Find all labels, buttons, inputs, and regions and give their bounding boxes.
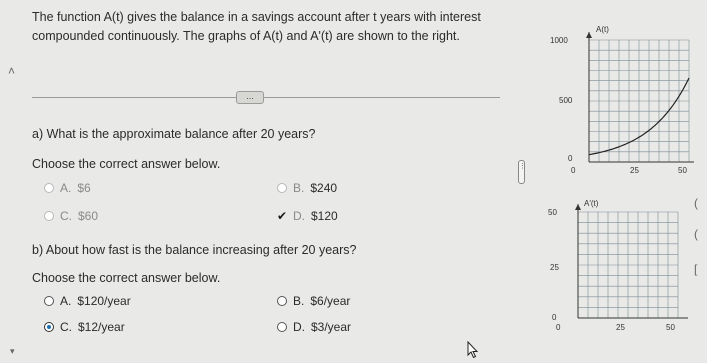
graph-a-prime-ytick-25: 25 xyxy=(550,263,559,272)
radio-icon[interactable] xyxy=(44,211,54,221)
graph-a-ytick-0: 0 xyxy=(568,154,573,163)
graph-a-xtick-25: 25 xyxy=(630,166,639,175)
graph-a-xtick-0: 0 xyxy=(571,166,576,175)
mouse-cursor-icon xyxy=(467,341,479,359)
part-b-question: b) About how fast is the balance increasing after 20 years? xyxy=(32,243,357,257)
radio-icon[interactable] xyxy=(277,183,287,193)
radio-icon[interactable] xyxy=(44,183,54,193)
part-b-option-d[interactable]: D. $3/year xyxy=(277,320,351,334)
part-b-option-a[interactable]: A. $120/year xyxy=(44,294,131,308)
bottom-caret-icon: ▾ xyxy=(10,346,15,356)
radio-icon[interactable] xyxy=(277,296,287,306)
more-button[interactable]: ... xyxy=(236,91,264,104)
part-a-option-a[interactable]: A. $6 xyxy=(44,181,91,195)
radio-selected-icon[interactable] xyxy=(44,322,54,332)
graph-a-prime-grid xyxy=(578,212,678,318)
graph-a-prime-ytick-50: 50 xyxy=(548,208,557,217)
part-a-instruction: Choose the correct answer below. xyxy=(32,157,221,171)
part-a-question: a) What is the approximate balance after 20 years? xyxy=(32,127,316,141)
graph-a-prime-xtick-25: 25 xyxy=(616,323,625,332)
graph-a-prime xyxy=(548,196,698,363)
checkmark-icon: ✔ xyxy=(277,209,288,223)
graph-a-ytick-1000: 1000 xyxy=(550,36,568,45)
graph-a-prime-ylabel: A'(t) xyxy=(584,199,599,208)
graph-a-xtick-50: 50 xyxy=(678,166,687,175)
graph-a-ylabel: A(t) xyxy=(596,25,609,34)
graph-a-prime-xtick-50: 50 xyxy=(666,323,675,332)
graph-a-prime-ytick-0: 0 xyxy=(552,313,557,322)
section-divider xyxy=(32,97,500,98)
part-a-option-c[interactable]: C. $60 xyxy=(44,209,98,223)
graph-a-ytick-500: 500 xyxy=(559,96,573,105)
graph-a-prime-xtick-0: 0 xyxy=(556,323,561,332)
right-edge-bracket-icon: ( xyxy=(694,227,698,241)
problem-stem: The function A(t) gives the balance in a savings account after t years with interest compounded continuously. The graphs of A(t) and A'(t) are shown to the right. xyxy=(32,10,481,43)
part-a-option-d[interactable]: ✔ D. $120 xyxy=(277,209,338,223)
graph-a xyxy=(548,22,698,182)
part-b-option-b[interactable]: B. $6/year xyxy=(277,294,350,308)
left-edge-caret-icon: ˄ xyxy=(8,64,16,78)
right-edge-bracket-icon: [ xyxy=(694,262,698,276)
part-a-option-b[interactable]: B. $240 xyxy=(277,181,337,195)
collapse-handle-icon[interactable]: ⋮ xyxy=(518,160,525,184)
radio-icon[interactable] xyxy=(277,322,287,332)
right-edge-bracket-icon: ( xyxy=(694,196,698,210)
part-b-instruction: Choose the correct answer below. xyxy=(32,271,221,285)
graph-a-grid xyxy=(589,40,689,162)
part-b-option-c[interactable]: C. $12/year xyxy=(44,320,125,334)
radio-icon[interactable] xyxy=(44,296,54,306)
